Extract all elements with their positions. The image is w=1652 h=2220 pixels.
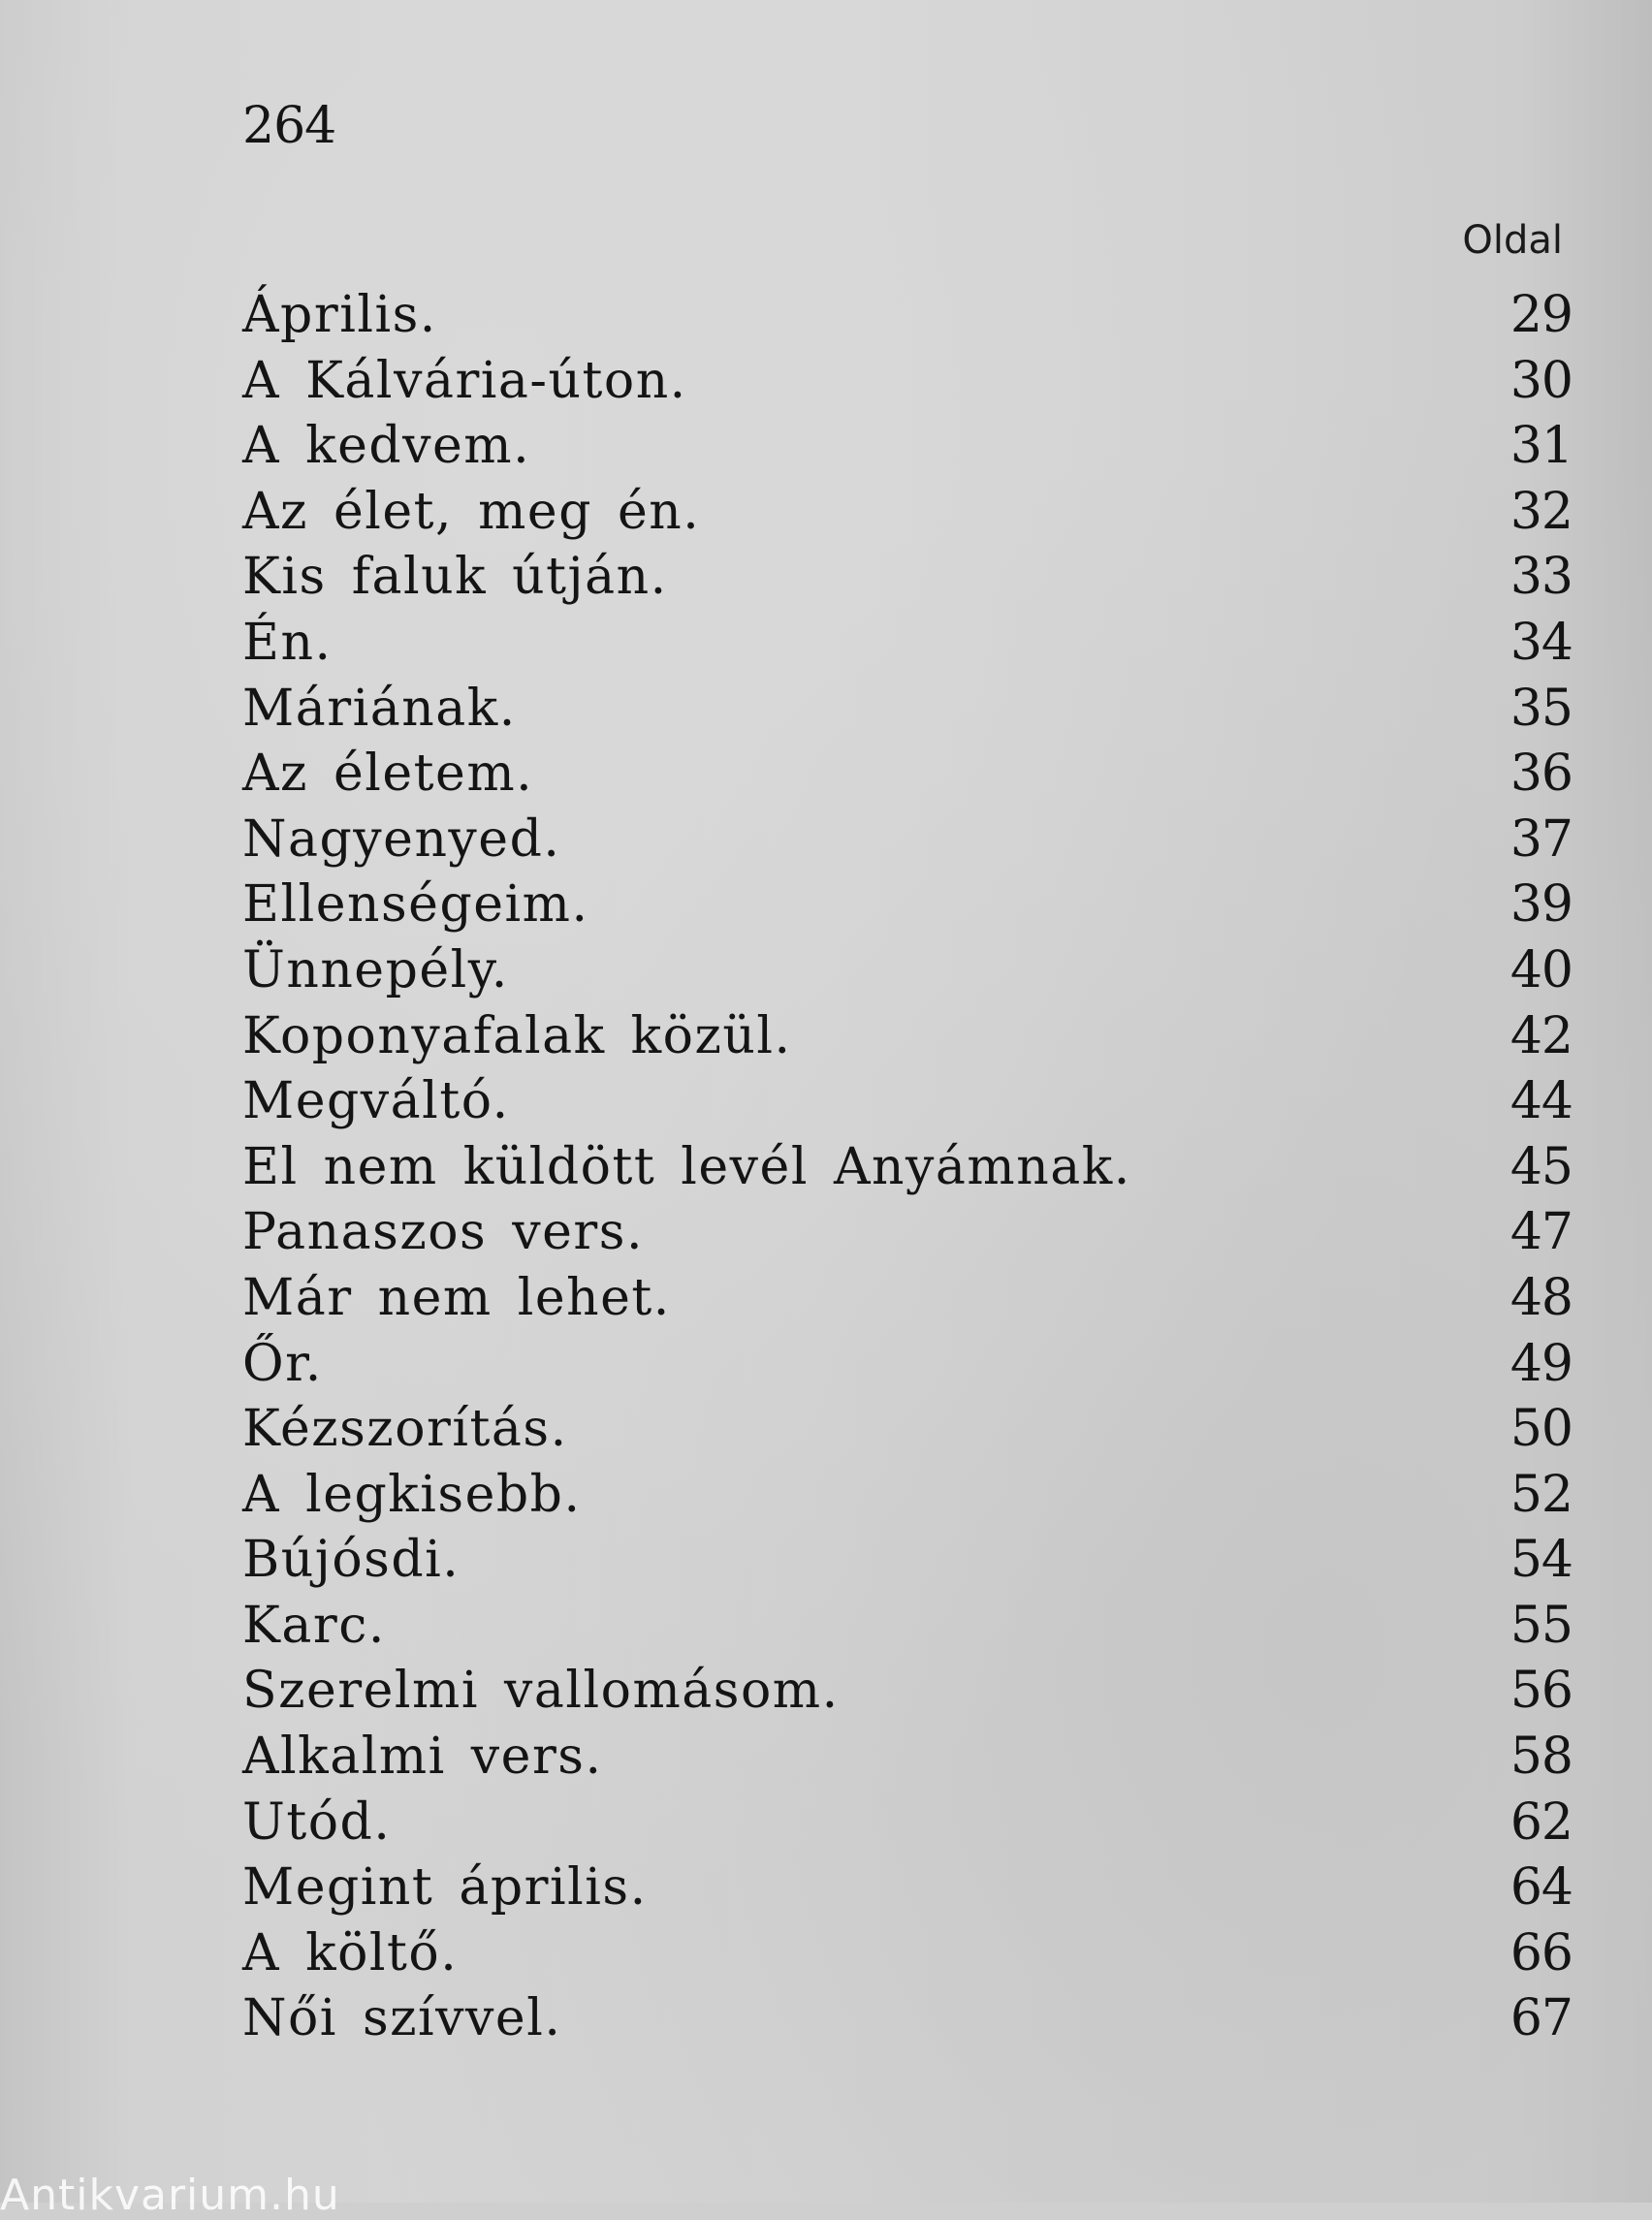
watermark: Antikvarium.hu: [0, 2171, 340, 2220]
toc-entry: [242, 1528, 1573, 1594]
toc-entry-page: 52: [1509, 1465, 1573, 1524]
toc-entry: [242, 1004, 1573, 1070]
toc-entry: [242, 283, 1573, 349]
toc-entry-title: A költő.: [242, 1923, 459, 1982]
toc-entry-page: 66: [1509, 1923, 1573, 1982]
toc-entry: [242, 1855, 1573, 1921]
toc-entry-page: 31: [1509, 417, 1573, 476]
toc-entry-title: A Kálvária-úton.: [242, 351, 687, 410]
toc-entry: [242, 742, 1573, 808]
toc-entry: [242, 1659, 1573, 1725]
toc-entry-page: 40: [1509, 940, 1573, 999]
toc-entry: [242, 1332, 1573, 1398]
toc-entry-page: 64: [1509, 1858, 1573, 1918]
toc-entry-page: 67: [1509, 1989, 1573, 2048]
toc-entry: [242, 1791, 1573, 1856]
toc-entry-title: A legkisebb.: [242, 1465, 582, 1524]
toc-entry-title: Őr.: [242, 1334, 323, 1393]
page-column-header: Oldal: [1462, 218, 1563, 263]
toc-entry-page: 48: [1509, 1268, 1573, 1327]
toc-entry-page: 29: [1509, 286, 1573, 344]
toc-entry-title: Én.: [242, 613, 333, 672]
toc-entry-page: 32: [1509, 482, 1573, 541]
toc-entry-page: 56: [1509, 1662, 1573, 1721]
toc-entry: [242, 1463, 1573, 1529]
toc-entry-title: Női szívvel.: [242, 1989, 562, 2048]
toc-entry: [242, 1266, 1573, 1332]
toc-entry-title: Megváltó.: [242, 1072, 510, 1131]
toc-entry-page: 58: [1509, 1728, 1573, 1787]
page-number: 264: [242, 97, 336, 155]
toc-entry-page: 50: [1509, 1400, 1573, 1459]
toc-entry-title: Kis faluk útján.: [242, 548, 668, 607]
toc-entry: [242, 1200, 1573, 1266]
toc-entry: [242, 938, 1573, 1004]
toc-entry-title: El nem küldött levél Anyámnak.: [242, 1137, 1131, 1196]
toc-entry-title: Már nem lehet.: [242, 1268, 671, 1327]
toc-entry-title: Kézszorítás.: [242, 1400, 568, 1459]
toc-entry-page: 42: [1509, 1006, 1573, 1065]
toc-entry-title: Alkalmi vers.: [242, 1728, 603, 1787]
toc-entry-page: 45: [1509, 1137, 1573, 1196]
toc-entry-page: 62: [1509, 1792, 1573, 1852]
toc-entry-title: Máriának.: [242, 679, 517, 738]
toc-entry-title: Koponyafalak közül.: [242, 1006, 792, 1065]
toc-entry-title: Az élet, meg én.: [242, 482, 701, 541]
toc-entry: [242, 480, 1573, 546]
toc-entry-title: A kedvem.: [242, 417, 531, 476]
toc-entry-page: 54: [1509, 1531, 1573, 1590]
toc-entry-page: 33: [1509, 548, 1573, 607]
toc-entry: [242, 1594, 1573, 1660]
toc-entry-title: Karc.: [242, 1596, 386, 1655]
toc-entry: [242, 872, 1573, 938]
toc-entry: [242, 1921, 1573, 1987]
toc-entry-title: Ellenségeim.: [242, 875, 589, 935]
toc-entry: [242, 1397, 1573, 1463]
toc-entry: [242, 1069, 1573, 1135]
toc-entry-title: Megint április.: [242, 1858, 648, 1918]
toc-entry: [242, 414, 1573, 480]
toc-entry-page: 36: [1509, 745, 1573, 804]
toc-entry: [242, 1986, 1573, 2052]
toc-entry: [242, 545, 1573, 611]
toc-entry: [242, 677, 1573, 743]
toc-entry-title: Április.: [242, 286, 437, 344]
toc-entry: [242, 349, 1573, 415]
toc-entry: [242, 808, 1573, 873]
toc-entry-title: Panaszos vers.: [242, 1203, 644, 1262]
toc-entry: [242, 611, 1573, 677]
toc-entry-page: 30: [1509, 351, 1573, 410]
toc-entry-title: Szerelmi vallomásom.: [242, 1662, 840, 1721]
toc-entry-title: Utód.: [242, 1792, 392, 1852]
toc-entry-page: 39: [1509, 875, 1573, 935]
toc-entry: [242, 1725, 1573, 1791]
toc-entry-title: Az életem.: [242, 745, 534, 804]
toc-entry-page: 34: [1509, 613, 1573, 672]
toc-entry-title: Ünnepély.: [242, 940, 509, 999]
table-of-contents: [242, 283, 1573, 2052]
toc-entry-title: Nagyenyed.: [242, 809, 561, 869]
toc-entry-page: 47: [1509, 1203, 1573, 1262]
toc-entry-page: 49: [1509, 1334, 1573, 1393]
toc-entry-page: 55: [1509, 1596, 1573, 1655]
toc-entry-page: 35: [1509, 679, 1573, 738]
toc-entry: [242, 1135, 1573, 1201]
toc-entry-page: 44: [1509, 1072, 1573, 1131]
toc-entry-page: 37: [1509, 809, 1573, 869]
toc-entry-title: Bújósdi.: [242, 1531, 461, 1590]
